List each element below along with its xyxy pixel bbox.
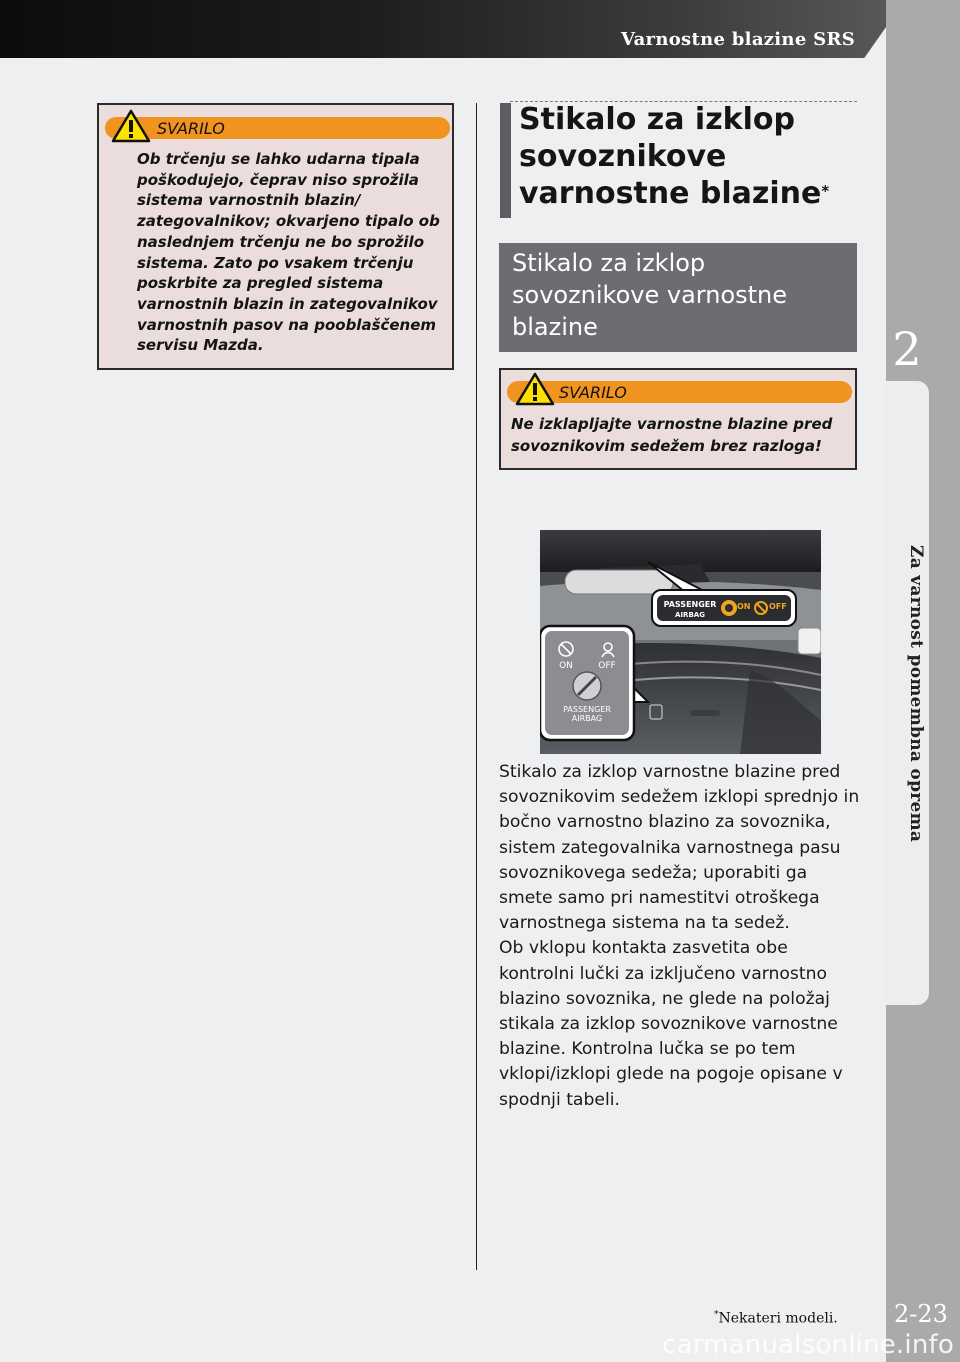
switch-off-label: OFF [598, 661, 616, 671]
header-title: Varnostne blazine SRS [620, 29, 855, 50]
warning-box-right [499, 368, 857, 470]
chapter-title: Za varnost pomembna oprema [906, 545, 926, 843]
column-divider [476, 103, 477, 1270]
switch-label-line1: PASSENGER [563, 705, 611, 714]
watermark: carmanualsonline.info [662, 1330, 954, 1360]
indicator-label-line2: AIRBAG [675, 611, 705, 619]
warning-triangle-icon [111, 109, 151, 143]
section-heading [519, 101, 859, 212]
warning-triangle-icon [515, 372, 555, 406]
subsection-heading-box [499, 243, 857, 352]
footnote-marker: * [714, 1310, 719, 1320]
switch-on-label: ON [559, 661, 573, 671]
body-text [499, 760, 861, 1113]
airbag-switch-illustration [540, 530, 821, 754]
switch-label-line2: AIRBAG [571, 714, 603, 723]
warning-text: Ne izklapljajte varnostne blazine pred sovoznikovim sedežem brez razloga! [511, 415, 833, 455]
indicator-label-line1: PASSENGER [663, 600, 717, 609]
model-footnote-marker: * [821, 182, 830, 200]
warning-text: Ob trčenju se lahko udarna tipala poškodujejo, čeprav niso sprožila sistema varnostnih blazin/ zategovalnikov; okvarjeno tipalo ob naslednjem trčenju ne bo sprožilo sistema. Zato po vsakem trčenju poskrbite za pregled sistema varnostnih blazin in zategovalnikov varnostnih pasov na pooblaščenem servisu Mazda. [137, 150, 440, 355]
airbag-on-icon [721, 600, 737, 616]
body-paragraph-1: Stikalo za izklop varnostne blazine pred sovoznikovim sedežem izklopi sprednjo in bočno varnostno blazino za sovoznika, sistem zategovalnika varnostnega pasu sovoznikovega sedeža; uporabiti ga smete samo pri namestitvi otroškega varnostnega sistema na ta sedež. [499, 762, 860, 934]
body-paragraph-2: Ob vklopu kontakta zasvetita obe kontrolni lučki za izključeno varnostno blazino sovoznika, ne glede na položaj stikala za izklop sovoznikove varnostne blazine. Kontrolna lučka se po tem vklopi/izklopi glede na pogoje opisane v spodnji tabeli. [499, 938, 843, 1110]
subsection-heading: Stikalo za izklop sovoznikove varnostne blazine [512, 249, 788, 341]
page-number: 2-23 [894, 1300, 948, 1328]
warning-box-left [97, 103, 454, 370]
indicator-off-label: OFF [769, 602, 787, 611]
indicator-on-label: ON [737, 602, 751, 611]
key-switch-knob [573, 672, 601, 700]
chapter-number: 2 [892, 322, 922, 376]
warning-label: SVARILO [559, 383, 627, 402]
section-heading-text: Stikalo za izklop sovoznikove varnostne blazine [519, 102, 822, 211]
footnote [714, 1310, 838, 1327]
warning-label: SVARILO [157, 119, 225, 138]
footnote-text: Nekateri modeli. [718, 1310, 838, 1327]
heading-accent-bar [500, 103, 511, 218]
